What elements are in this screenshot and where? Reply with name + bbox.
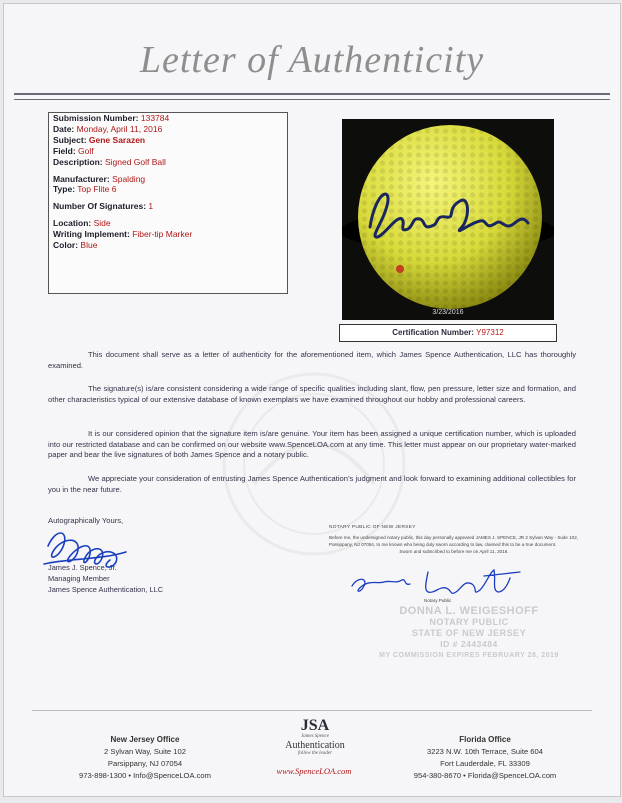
item-photo <box>342 119 554 320</box>
info-row: Field: Golf <box>53 145 94 156</box>
nj-office: New Jersey Office 2 Sylvan Way, Suite 102 Parsippany, NJ 07054 973-898-1300 • Info@SpenceLOA.com <box>79 735 211 780</box>
notary-stamp: DONNA L. WEIGESHOFF NOTARY PUBLIC STATE OF NEW JERSEY ID # 2443484 MY COMMISSION EXPIRES FEBRUARY 28, 2019 <box>379 605 559 659</box>
footer-divider <box>32 710 592 711</box>
letter-page <box>3 3 621 797</box>
signer-company: James Spence Authentication, LLC <box>48 585 164 594</box>
body-paragraph: We appreciate your consideration of entrusting James Spence Authentication’s judgment and look forward to examining additional collectibles for you in the near future. <box>48 474 576 494</box>
info-row: Manufacturer: Spalding <box>53 173 146 184</box>
photo-date: 3/23/2016 <box>432 309 464 316</box>
info-row: Date: Monday, April 11, 2016 <box>53 123 163 134</box>
info-row: Location: Side <box>53 218 111 229</box>
notary-sworn: Sworn and subscribed to before me on April 11, 2016. <box>399 549 509 554</box>
item-info-box <box>48 112 288 294</box>
notary-public-label: Notary Public <box>424 598 452 603</box>
certification-label: Certification Number: <box>392 328 475 337</box>
certification-value: Y97312 <box>476 328 504 337</box>
website-link[interactable]: www.SpenceLOA.com <box>276 766 352 776</box>
info-row: Description: Signed Golf Ball <box>53 156 166 167</box>
page-title: Letter of Authenticity <box>139 39 485 81</box>
fl-office: Florida Office 3223 N.W. 10th Terrace, Suite 604 Fort Lauderdale, FL 33309 954-380-8670 • Florida@SpenceLOA.com <box>413 735 557 780</box>
signer-block <box>48 516 248 594</box>
signed-golf-ball-image <box>342 119 554 320</box>
info-row: Writing Implement: Fiber-tip Marker <box>53 229 193 240</box>
info-row: Subject: Gene Sarazen <box>53 134 146 145</box>
notary-signature-icon <box>344 562 524 602</box>
signer-name: James J. Spence, Jr. <box>48 563 117 572</box>
info-row: Color: Blue <box>53 240 98 251</box>
info-row: Submission Number: 133784 <box>53 113 170 123</box>
body-paragraph: This document shall serve as a letter of authenticity for the aforementioned item, which James Spence Authentication, LLC has thoroughly examined. <box>48 350 576 370</box>
certification-number-box <box>339 324 557 342</box>
body-paragraph: The signature(s) is/are consistent considering a wide range of specific qualities including slant, flow, pen pressure, letter size and formation, and other characteristics typical of our extensive database of known exemplars we have examined throughout our hobby and professional careers. <box>48 384 576 404</box>
notary-statement: Before me, the undersigned notary public, this day personally appeared JAMES J. SPENCE, JR 2 Sylvan Way - Suite 102, Parsippany, NJ 07054, to me known who being duly sworn according to law, claimed this to be a true document. <box>329 535 579 547</box>
jsa-logo: JSA James Spence Authentication follow the leader <box>285 717 345 756</box>
title-divider <box>14 93 610 100</box>
notary-block <box>329 524 579 555</box>
signer-details <box>48 562 163 595</box>
closing-text: Autographically Yours, <box>48 516 124 525</box>
body-paragraph: It is our considered opinion that the signature item is/are genuine. Your item has been assigned a unique certification number, which is uploaded into our restricted database and can be confirmed on our website www.SpenceLOA.com at any time. This letter must appear on our proprietary water-marked paper and bear the live signatures of both James Spence and a notary public. <box>48 429 576 460</box>
signer-role: Managing Member <box>48 574 110 583</box>
info-row: Number Of Signatures: 1 <box>53 201 154 212</box>
info-row: Type: Top Flite 6 <box>53 184 117 195</box>
notary-heading: NOTARY PUBLIC OF NEW JERSEY <box>329 525 416 530</box>
